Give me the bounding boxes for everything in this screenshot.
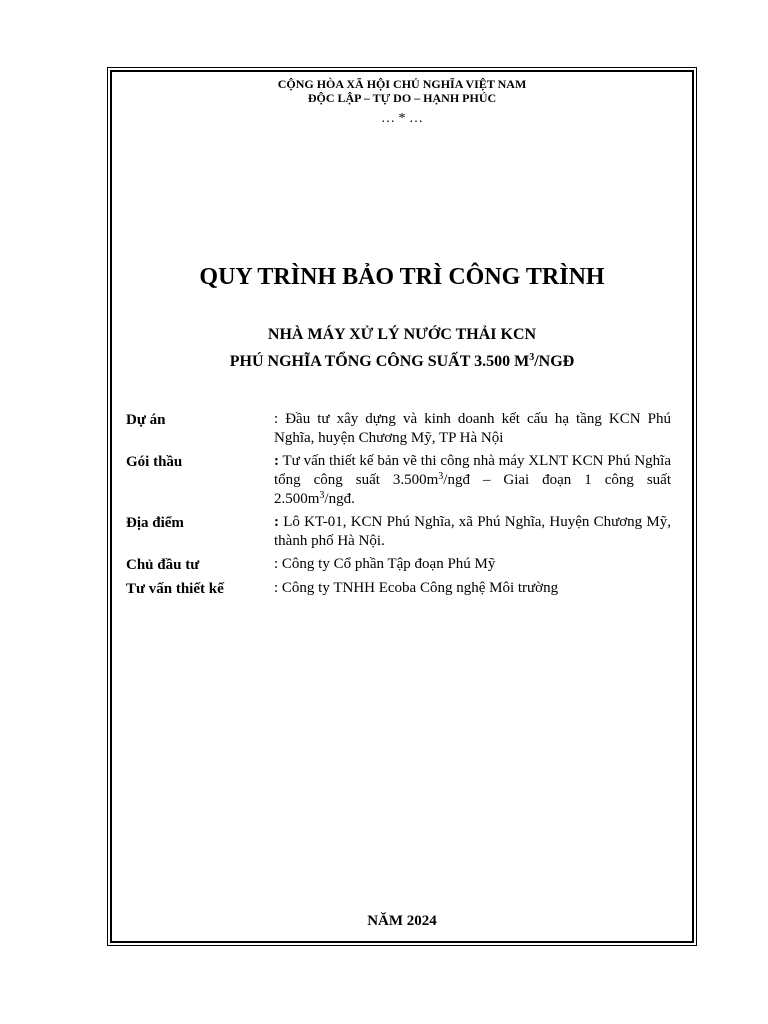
info-row-du-an — [126, 410, 671, 448]
info-colon: : — [274, 514, 279, 530]
info-label-dia-diem: Địa điểm — [126, 515, 184, 531]
info-colon: : — [274, 453, 279, 469]
info-row-goi-thau — [126, 452, 671, 509]
project-info-table — [126, 410, 671, 603]
national-motto-line1: CỘNG HÒA XÃ HỘI CHỦ NGHĨA VIỆT NAM — [277, 77, 527, 91]
info-label-chu-dau-tu: Chủ đầu tư — [126, 557, 200, 573]
page-border-frame — [110, 70, 694, 943]
goi-thau-text-1: Tư vấn thiết kế bản vẽ thi công nhà máy XLNT KCN Phú Nghĩa tổng công suất 3.500m — [274, 453, 671, 488]
info-row-tu-van-thiet-ke — [126, 579, 671, 599]
info-value-tu-van-thiet-ke: : Công ty TNHH Ecoba Công nghệ Môi trường — [274, 580, 559, 596]
document-year: NĂM 2024 — [367, 913, 437, 929]
goi-thau-text-2: /ngđ – Giai đoạn 1 công suất 2.500m — [274, 472, 671, 507]
document-subtitle-line1: NHÀ MÁY XỬ LÝ NƯỚC THẢI KCN — [267, 326, 537, 343]
document-subtitle-line2 — [112, 352, 692, 372]
goi-thau-sup-1: 3 — [438, 471, 444, 482]
goi-thau-text-3: /ngđ. — [324, 491, 355, 507]
subtitle-text-after: /NGĐ — [534, 353, 575, 370]
info-value-goi-thau — [274, 452, 671, 509]
info-row-chu-dau-tu — [126, 555, 671, 575]
subtitle-text-before: PHÚ NGHĨA TỔNG CÔNG SUẤT 3.500 M — [229, 353, 530, 370]
info-label-goi-thau: Gói thầu — [126, 454, 183, 470]
info-row-dia-diem — [126, 513, 671, 551]
info-value-dia-diem — [274, 513, 671, 551]
goi-thau-sup-2: 3 — [319, 490, 325, 501]
document-title: QUY TRÌNH BẢO TRÌ CÔNG TRÌNH — [199, 264, 605, 290]
info-label-tu-van-thiet-ke: Tư vấn thiết kế — [126, 581, 224, 597]
info-value-du-an: : Đầu tư xây dựng và kinh doanh kết cấu hạ tầng KCN Phú Nghĩa, huyện Chương Mỹ, TP Hà Nội — [274, 411, 671, 446]
subtitle-superscript: 3 — [529, 352, 535, 363]
info-value-chu-dau-tu: : Công ty Cổ phần Tập đoạn Phú Mỹ — [274, 556, 496, 572]
dia-diem-text: Lô KT-01, KCN Phú Nghĩa, xã Phú Nghĩa, Huyện Chương Mỹ, thành phố Hà Nội. — [274, 514, 671, 549]
header-ornament: … * … — [381, 111, 423, 126]
info-label-du-an: Dự án — [126, 412, 166, 428]
national-motto-line2: ĐỘC LẬP – TỰ DO – HẠNH PHÚC — [307, 91, 497, 105]
